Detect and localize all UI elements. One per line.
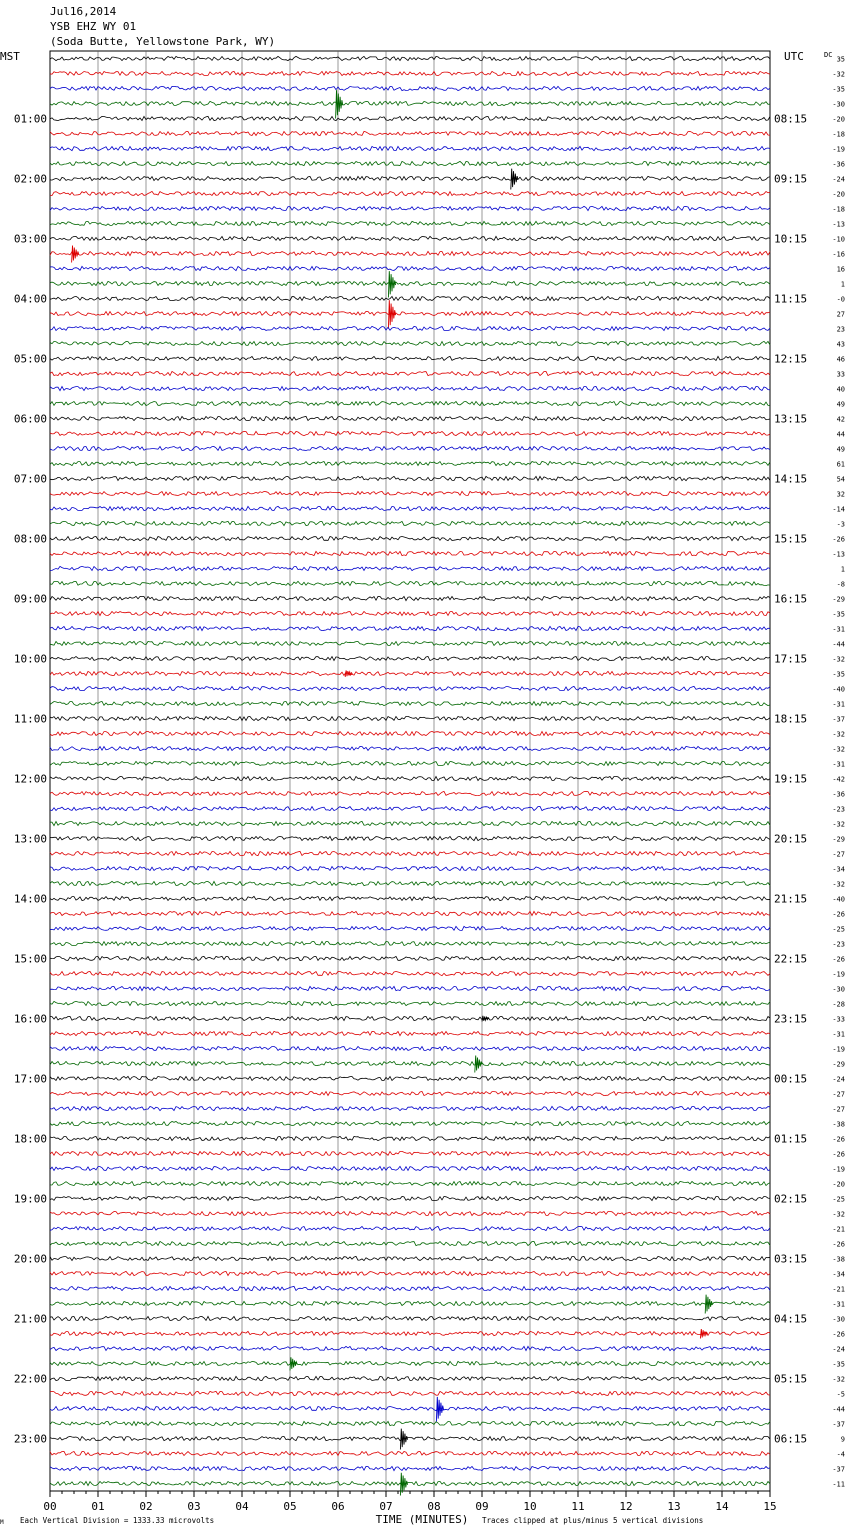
seismic-event-mark bbox=[705, 1295, 712, 1314]
dc-offset-value: 33 bbox=[836, 370, 845, 379]
trace-row-20 bbox=[50, 341, 770, 345]
dc-offset-value: -0 bbox=[836, 295, 845, 304]
dc-offset-value: -31 bbox=[832, 625, 845, 634]
trace-row-78 bbox=[50, 1211, 770, 1215]
dc-offset-value: -26 bbox=[832, 535, 845, 544]
dc-offset-value: -8 bbox=[836, 580, 845, 589]
dc-offset-value: -29 bbox=[832, 1060, 845, 1069]
dc-offset-value: 49 bbox=[836, 400, 845, 409]
trace-row-10 bbox=[50, 191, 770, 195]
x-tick-label: 09 bbox=[475, 1500, 489, 1513]
trace-row-14 bbox=[50, 251, 770, 255]
dc-offset-value: 1 bbox=[840, 280, 845, 289]
seismic-event-mark bbox=[482, 1016, 489, 1022]
dc-offset-value: -20 bbox=[832, 1180, 845, 1189]
trace-row-36 bbox=[50, 581, 770, 585]
chart-date: Jul16,2014 bbox=[50, 5, 117, 18]
hour-label-mst: 23:00 bbox=[13, 1432, 47, 1446]
dc-offset-value: -24 bbox=[832, 1345, 845, 1354]
hour-label-mst: 08:00 bbox=[13, 532, 47, 546]
x-tick-label: 06 bbox=[331, 1500, 345, 1513]
dc-offset-value: -36 bbox=[832, 790, 845, 799]
dc-offset-value: -40 bbox=[832, 895, 845, 904]
trace-row-13 bbox=[50, 236, 770, 240]
dc-offset-value: -21 bbox=[832, 1285, 845, 1294]
trace-row-15 bbox=[50, 266, 770, 270]
dc-offset-value: 43 bbox=[836, 340, 845, 349]
hour-label-utc: 16:15 bbox=[774, 592, 808, 606]
hour-label-mst: 03:00 bbox=[13, 232, 47, 246]
trace-row-22 bbox=[50, 371, 770, 375]
trace-row-59 bbox=[50, 926, 770, 930]
trace-row-93 bbox=[50, 1436, 770, 1440]
dc-offset-value: -36 bbox=[832, 160, 845, 169]
trace-row-2 bbox=[50, 71, 770, 75]
dc-offset-value: -18 bbox=[832, 205, 845, 214]
trace-row-57 bbox=[50, 896, 770, 900]
hour-label-mst: 15:00 bbox=[13, 952, 47, 966]
trace-row-68 bbox=[50, 1061, 770, 1065]
hour-label-utc: 19:15 bbox=[774, 772, 808, 786]
trace-row-30 bbox=[50, 491, 770, 495]
hour-label-utc: 23:15 bbox=[774, 1012, 808, 1026]
seismic-event-mark bbox=[345, 670, 352, 677]
hour-label-utc: 05:15 bbox=[774, 1372, 808, 1386]
dc-offset-value: -19 bbox=[832, 145, 845, 154]
hour-label-mst: 14:00 bbox=[13, 892, 47, 906]
trace-row-21 bbox=[50, 356, 770, 360]
x-tick-label: 11 bbox=[571, 1500, 585, 1513]
dc-offset-value: 46 bbox=[836, 355, 845, 364]
hour-label-mst: 07:00 bbox=[13, 472, 47, 486]
dc-offset-value: -44 bbox=[832, 1405, 845, 1414]
trace-row-84 bbox=[50, 1301, 770, 1305]
seismic-event-mark bbox=[388, 300, 395, 328]
dc-offset-value: -26 bbox=[832, 910, 845, 919]
dc-offset-value: -27 bbox=[832, 1105, 845, 1114]
trace-row-40 bbox=[50, 641, 770, 645]
dc-offset-value: -5 bbox=[836, 1390, 845, 1399]
dc-offset-value: -32 bbox=[832, 880, 845, 889]
dc-offset-value: -27 bbox=[832, 1090, 845, 1099]
dc-offset-value: -19 bbox=[832, 970, 845, 979]
x-tick-label: 01 bbox=[91, 1500, 105, 1513]
dc-offset-value: 1 bbox=[840, 565, 845, 574]
hour-label-mst: 21:00 bbox=[13, 1312, 47, 1326]
hour-label-utc: 11:15 bbox=[774, 292, 808, 306]
x-tick-label: 15 bbox=[763, 1500, 777, 1513]
dc-offset-value: -34 bbox=[832, 865, 845, 874]
trace-row-8 bbox=[50, 161, 770, 165]
trace-row-77 bbox=[50, 1196, 770, 1200]
dc-offset-value: 49 bbox=[836, 445, 845, 454]
trace-row-33 bbox=[50, 536, 770, 540]
dc-offset-value: -25 bbox=[832, 1195, 845, 1204]
footer-mark: M bbox=[0, 1519, 4, 1526]
hour-label-utc: 17:15 bbox=[774, 652, 808, 666]
dc-offset-value: -31 bbox=[832, 760, 845, 769]
dc-offset-value: -32 bbox=[832, 655, 845, 664]
hour-label-utc: 00:15 bbox=[774, 1072, 808, 1086]
x-axis-title: TIME (MINUTES) bbox=[375, 1513, 469, 1526]
trace-row-47 bbox=[50, 746, 770, 750]
dc-offset-value: -20 bbox=[832, 190, 845, 199]
hour-label-mst: 01:00 bbox=[13, 112, 47, 126]
x-tick-label: 08 bbox=[427, 1500, 441, 1513]
trace-row-90 bbox=[50, 1391, 770, 1395]
dc-offset-value: -40 bbox=[832, 685, 845, 694]
seismic-event-mark bbox=[700, 1329, 707, 1338]
trace-row-71 bbox=[50, 1106, 770, 1110]
dc-offset-value: -19 bbox=[832, 1165, 845, 1174]
trace-row-53 bbox=[50, 836, 770, 840]
trace-row-75 bbox=[50, 1166, 770, 1170]
hour-label-mst: 04:00 bbox=[13, 292, 47, 306]
trace-row-29 bbox=[50, 476, 770, 480]
dc-offset-value: -35 bbox=[832, 670, 845, 679]
dc-offset-value: -10 bbox=[832, 235, 845, 244]
trace-row-38 bbox=[50, 611, 770, 615]
hour-label-mst: 17:00 bbox=[13, 1072, 47, 1086]
dc-offset-value: -13 bbox=[832, 550, 845, 559]
dc-offset-value: -26 bbox=[832, 1330, 845, 1339]
dc-offset-value: -32 bbox=[832, 745, 845, 754]
scale-note: Each Vertical Division = 1333.33 microvolts bbox=[20, 1516, 215, 1525]
hour-label-mst: 02:00 bbox=[13, 172, 47, 186]
trace-row-85 bbox=[50, 1316, 770, 1320]
dc-offset-value: -26 bbox=[832, 955, 845, 964]
trace-row-92 bbox=[50, 1421, 770, 1425]
dc-offset-value: -3 bbox=[836, 520, 845, 529]
trace-row-5 bbox=[50, 116, 770, 120]
trace-row-41 bbox=[50, 657, 770, 661]
dc-offset-value: 44 bbox=[836, 430, 845, 439]
dc-offset-value: -31 bbox=[832, 1030, 845, 1039]
hour-label-mst: 16:00 bbox=[13, 1012, 47, 1026]
dc-offset-value: 16 bbox=[836, 265, 845, 274]
trace-row-25 bbox=[50, 416, 770, 420]
dc-offset-value: -42 bbox=[832, 775, 845, 784]
dc-offset-value: -26 bbox=[832, 1240, 845, 1249]
hour-label-utc: 01:15 bbox=[774, 1132, 808, 1146]
trace-row-4 bbox=[50, 101, 770, 105]
dc-offset-value: -26 bbox=[832, 1150, 845, 1159]
dc-offset-value: -35 bbox=[832, 1360, 845, 1369]
hour-label-utc: 13:15 bbox=[774, 412, 808, 426]
dc-offset-value: -18 bbox=[832, 130, 845, 139]
hour-label-utc: 14:15 bbox=[774, 472, 808, 486]
trace-row-28 bbox=[50, 461, 770, 465]
trace-row-32 bbox=[50, 521, 770, 525]
dc-offset-value: 35 bbox=[836, 55, 845, 64]
trace-row-62 bbox=[50, 971, 770, 975]
trace-row-6 bbox=[50, 131, 770, 135]
dc-offset-value: 54 bbox=[836, 475, 845, 484]
dc-offset-value: -26 bbox=[832, 1135, 845, 1144]
dc-offset-value: 61 bbox=[836, 460, 845, 469]
trace-row-23 bbox=[50, 386, 770, 390]
x-tick-label: 02 bbox=[139, 1500, 153, 1513]
trace-row-82 bbox=[50, 1271, 770, 1275]
trace-row-17 bbox=[50, 296, 770, 300]
dc-offset-value: -31 bbox=[832, 1300, 845, 1309]
trace-row-9 bbox=[50, 176, 770, 180]
dc-offset-value: -30 bbox=[832, 985, 845, 994]
trace-row-96 bbox=[50, 1481, 770, 1485]
trace-row-19 bbox=[50, 326, 770, 330]
dc-offset-value: -24 bbox=[832, 1075, 845, 1084]
right-timezone-label: UTC bbox=[784, 50, 804, 63]
trace-row-70 bbox=[50, 1092, 770, 1096]
hour-label-mst: 18:00 bbox=[13, 1132, 47, 1146]
trace-row-88 bbox=[50, 1361, 770, 1365]
seismic-event-mark bbox=[475, 1056, 482, 1073]
hour-label-utc: 09:15 bbox=[774, 172, 808, 186]
hour-label-utc: 06:15 bbox=[774, 1432, 808, 1446]
trace-row-27 bbox=[50, 446, 770, 450]
trace-row-24 bbox=[50, 401, 770, 405]
dc-offset-value: -14 bbox=[832, 505, 845, 514]
trace-row-49 bbox=[50, 776, 770, 780]
clip-note: Traces clipped at plus/minus 5 vertical divisions bbox=[482, 1516, 704, 1525]
dc-offset-value: -25 bbox=[832, 925, 845, 934]
dc-offset-value: -11 bbox=[832, 1480, 845, 1489]
trace-row-56 bbox=[50, 881, 770, 885]
trace-row-55 bbox=[50, 866, 770, 870]
trace-row-64 bbox=[50, 1001, 770, 1005]
dc-offset-value: 23 bbox=[836, 325, 845, 334]
dc-offset-value: -33 bbox=[832, 1015, 845, 1024]
hour-label-utc: 10:15 bbox=[774, 232, 808, 246]
trace-row-94 bbox=[50, 1451, 770, 1455]
trace-row-37 bbox=[50, 596, 770, 600]
trace-row-48 bbox=[50, 761, 770, 765]
trace-row-83 bbox=[50, 1286, 770, 1290]
seismic-event-mark bbox=[388, 271, 395, 297]
hour-label-mst: 19:00 bbox=[13, 1192, 47, 1206]
trace-row-3 bbox=[50, 86, 770, 90]
hour-label-utc: 02:15 bbox=[774, 1192, 808, 1206]
dc-offset-value: -31 bbox=[832, 700, 845, 709]
trace-row-76 bbox=[50, 1181, 770, 1185]
dc-offset-value: -30 bbox=[832, 1315, 845, 1324]
dc-offset-value: -28 bbox=[832, 1000, 845, 1009]
trace-row-18 bbox=[50, 311, 770, 315]
hour-label-utc: 15:15 bbox=[774, 532, 808, 546]
dc-offset-value: -32 bbox=[832, 820, 845, 829]
trace-row-52 bbox=[50, 821, 770, 825]
x-tick-label: 05 bbox=[283, 1500, 297, 1513]
hour-label-utc: 03:15 bbox=[774, 1252, 808, 1266]
trace-row-81 bbox=[50, 1256, 770, 1260]
trace-row-7 bbox=[50, 146, 770, 150]
dc-offset-value: -37 bbox=[832, 1420, 845, 1429]
dc-offset-value: -20 bbox=[832, 115, 845, 124]
trace-row-16 bbox=[50, 281, 770, 285]
seismic-event-mark bbox=[400, 1473, 407, 1496]
trace-row-12 bbox=[50, 221, 770, 225]
dc-offset-value: -30 bbox=[832, 100, 845, 109]
dc-offset-value: -38 bbox=[832, 1255, 845, 1264]
trace-row-46 bbox=[50, 731, 770, 735]
dc-offset-header: DC bbox=[824, 51, 833, 59]
trace-row-11 bbox=[50, 206, 770, 210]
x-tick-label: 10 bbox=[523, 1500, 537, 1513]
station-code: YSB EHZ WY 01 bbox=[50, 20, 137, 33]
trace-row-60 bbox=[50, 941, 770, 945]
seismic-event-mark bbox=[72, 246, 79, 263]
dc-offset-value: -4 bbox=[836, 1450, 845, 1459]
trace-row-45 bbox=[50, 716, 770, 720]
seismic-event-mark bbox=[290, 1357, 297, 1370]
trace-row-67 bbox=[50, 1046, 770, 1050]
trace-row-80 bbox=[50, 1241, 770, 1245]
hour-label-mst: 12:00 bbox=[13, 772, 47, 786]
dc-offset-value: -27 bbox=[832, 850, 845, 859]
dc-offset-value: -38 bbox=[832, 1120, 845, 1129]
hour-label-mst: 22:00 bbox=[13, 1372, 47, 1386]
trace-row-26 bbox=[50, 431, 770, 435]
trace-row-34 bbox=[50, 551, 770, 555]
dc-offset-value: -32 bbox=[832, 730, 845, 739]
trace-row-79 bbox=[50, 1226, 770, 1230]
dc-offset-value: -35 bbox=[832, 85, 845, 94]
trace-row-72 bbox=[50, 1121, 770, 1125]
dc-offset-value: -13 bbox=[832, 220, 845, 229]
hour-label-mst: 10:00 bbox=[13, 652, 47, 666]
x-tick-label: 14 bbox=[715, 1500, 729, 1513]
x-tick-label: 04 bbox=[235, 1500, 249, 1513]
dc-offset-value: -24 bbox=[832, 175, 845, 184]
hour-label-utc: 04:15 bbox=[774, 1312, 808, 1326]
hour-label-utc: 12:15 bbox=[774, 352, 808, 366]
dc-offset-value: -29 bbox=[832, 595, 845, 604]
dc-offset-value: -37 bbox=[832, 715, 845, 724]
trace-row-61 bbox=[50, 956, 770, 960]
hour-label-utc: 18:15 bbox=[774, 712, 808, 726]
station-location: (Soda Butte, Yellowstone Park, WY) bbox=[50, 35, 276, 48]
seismic-event-mark bbox=[400, 1429, 407, 1450]
x-tick-label: 12 bbox=[619, 1500, 633, 1513]
dc-offset-value: -29 bbox=[832, 835, 845, 844]
trace-row-89 bbox=[50, 1376, 770, 1380]
trace-row-65 bbox=[50, 1016, 770, 1020]
hour-label-mst: 06:00 bbox=[13, 412, 47, 426]
dc-offset-value: -19 bbox=[832, 1045, 845, 1054]
left-timezone-label: MST bbox=[0, 50, 20, 63]
dc-offset-value: 27 bbox=[836, 310, 845, 319]
hour-label-utc: 08:15 bbox=[774, 112, 808, 126]
trace-row-69 bbox=[50, 1076, 770, 1080]
dc-offset-value: -32 bbox=[832, 1375, 845, 1384]
seismic-event-mark bbox=[436, 1397, 443, 1422]
trace-row-91 bbox=[50, 1406, 770, 1410]
trace-row-43 bbox=[50, 686, 770, 690]
trace-row-95 bbox=[50, 1466, 770, 1470]
hour-label-mst: 05:00 bbox=[13, 352, 47, 366]
x-tick-label: 07 bbox=[379, 1500, 393, 1513]
trace-row-42 bbox=[50, 671, 770, 675]
hour-label-mst: 20:00 bbox=[13, 1252, 47, 1266]
hour-label-mst: 13:00 bbox=[13, 832, 47, 846]
seismic-event-mark bbox=[511, 169, 518, 190]
dc-offset-value: -23 bbox=[832, 940, 845, 949]
trace-row-73 bbox=[50, 1136, 770, 1140]
trace-row-54 bbox=[50, 851, 770, 855]
dc-offset-value: -23 bbox=[832, 805, 845, 814]
dc-offset-value: -44 bbox=[832, 640, 845, 649]
trace-row-50 bbox=[50, 791, 770, 795]
dc-offset-value: 9 bbox=[840, 1435, 845, 1444]
trace-row-1 bbox=[50, 56, 770, 60]
dc-offset-value: -34 bbox=[832, 1270, 845, 1279]
dc-offset-value: -37 bbox=[832, 1465, 845, 1474]
hour-label-mst: 09:00 bbox=[13, 592, 47, 606]
trace-row-87 bbox=[50, 1346, 770, 1350]
seismic-event-mark bbox=[336, 90, 343, 118]
x-tick-label: 03 bbox=[187, 1500, 201, 1513]
dc-offset-value: -16 bbox=[832, 250, 845, 259]
trace-row-63 bbox=[50, 986, 770, 990]
dc-offset-value: -32 bbox=[832, 1210, 845, 1219]
hour-label-utc: 21:15 bbox=[774, 892, 808, 906]
hour-label-mst: 11:00 bbox=[13, 712, 47, 726]
trace-row-58 bbox=[50, 911, 770, 915]
x-tick-label: 00 bbox=[43, 1500, 57, 1513]
dc-offset-value: -32 bbox=[832, 70, 845, 79]
x-tick-label: 13 bbox=[667, 1500, 681, 1513]
trace-row-74 bbox=[50, 1151, 770, 1155]
trace-row-86 bbox=[50, 1331, 770, 1335]
hour-label-utc: 22:15 bbox=[774, 952, 808, 966]
trace-row-44 bbox=[50, 701, 770, 705]
trace-row-66 bbox=[50, 1031, 770, 1035]
trace-row-39 bbox=[50, 626, 770, 630]
dc-offset-value: -35 bbox=[832, 610, 845, 619]
dc-offset-value: 40 bbox=[836, 385, 845, 394]
dc-offset-value: -21 bbox=[832, 1225, 845, 1234]
trace-row-35 bbox=[50, 566, 770, 570]
trace-row-31 bbox=[50, 506, 770, 510]
trace-row-51 bbox=[50, 806, 770, 810]
dc-offset-value: 42 bbox=[836, 415, 845, 424]
hour-label-utc: 20:15 bbox=[774, 832, 808, 846]
dc-offset-value: 32 bbox=[836, 490, 845, 499]
